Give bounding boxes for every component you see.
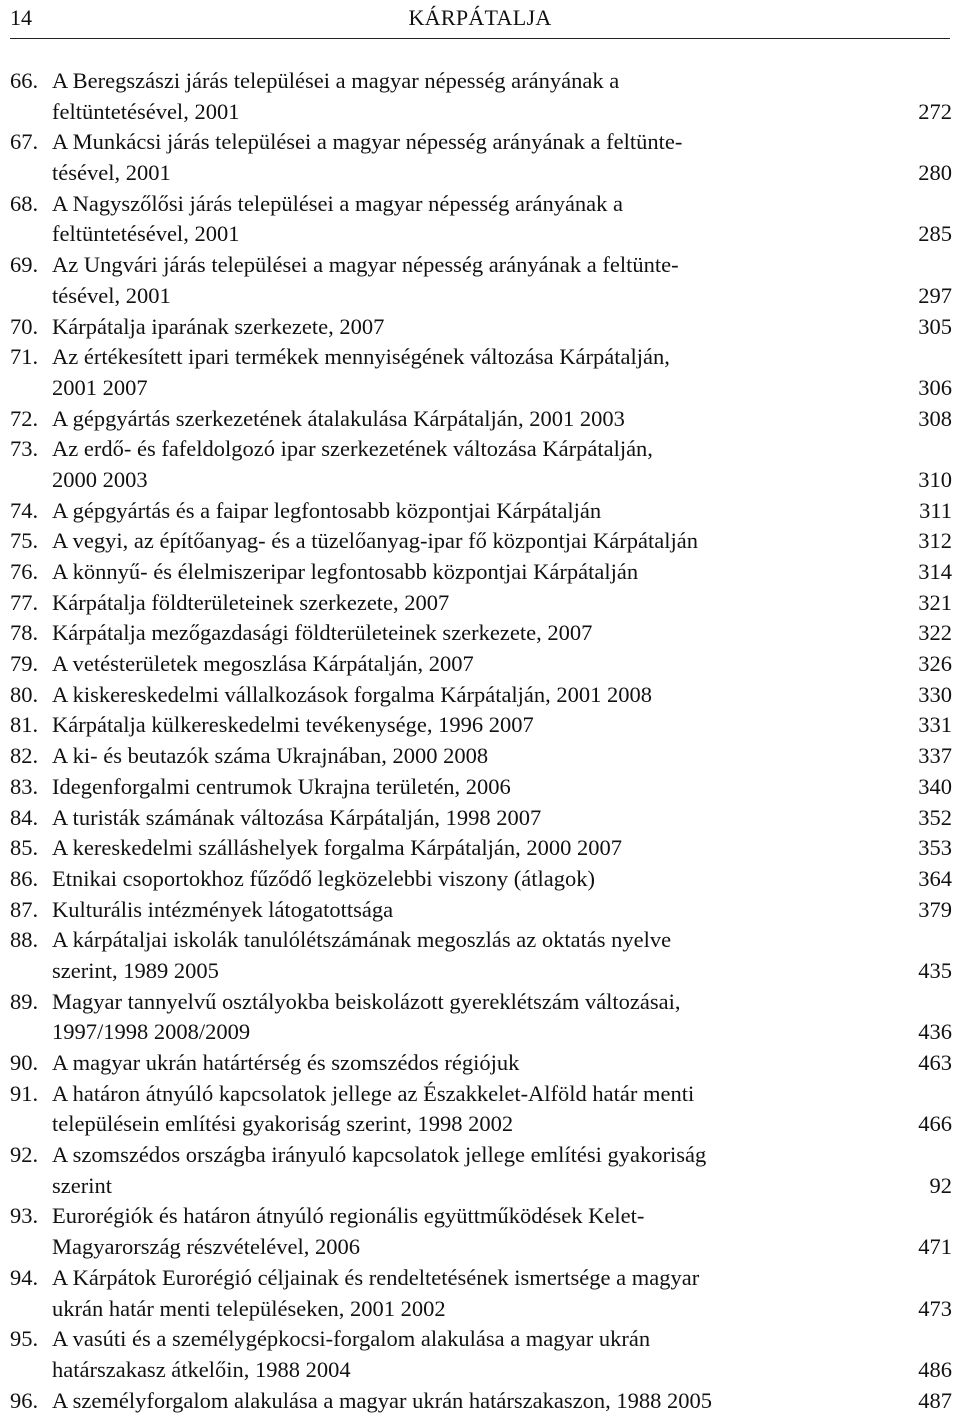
- entry-title: A vasúti és a személygépkocsi-forgalom alakulása a magyar ukrán: [52, 1326, 651, 1352]
- toc-entry-line: [10, 1201, 952, 1232]
- entry-page-number: 321: [918, 589, 952, 615]
- entry-number: 88.: [10, 927, 39, 953]
- toc-entry-line: [10, 588, 952, 619]
- entry-page-number: 353: [918, 835, 952, 861]
- entry-page-number: 352: [918, 804, 952, 830]
- toc-entry-line: [10, 526, 952, 557]
- entry-number: 74.: [10, 497, 39, 523]
- entry-number: 87.: [10, 896, 39, 922]
- toc-entry: [10, 127, 952, 188]
- toc-entry: [10, 434, 952, 495]
- toc-entry: [10, 496, 952, 527]
- toc-entry-line: [10, 404, 952, 435]
- toc-entry: [10, 526, 952, 557]
- entry-page-number: 314: [918, 559, 952, 584]
- entry-title: feltüntetésével, 2001: [52, 98, 240, 124]
- entry-number: 89.: [10, 988, 39, 1014]
- entry-number: 83.: [10, 773, 39, 799]
- toc-entry-line: [10, 1109, 952, 1140]
- toc-entry: [10, 1386, 952, 1417]
- entry-page-number: 435: [918, 957, 952, 983]
- entry-title: Az erdő- és fafeldolgozó ipar szerkezetének változása Kárpátalján,: [52, 436, 653, 462]
- toc-entry-line: [10, 434, 952, 465]
- entry-page-number: 306: [918, 374, 952, 400]
- entry-page-number: 340: [918, 773, 952, 799]
- entry-title: A határon átnyúló kapcsolatok jellege az Északkelet-Alföld határ menti: [52, 1080, 695, 1106]
- entry-title: Idegenforgalmi centrumok Ukrajna területén, 2006: [52, 773, 511, 799]
- entry-page-number: 473: [918, 1295, 952, 1321]
- entry-number: 84.: [10, 804, 39, 830]
- entry-title: A Beregszászi járás települései a magyar népesség arányának a: [52, 68, 620, 93]
- toc-entry-line: [10, 1263, 952, 1294]
- toc-entry-line: [10, 710, 952, 741]
- entry-page-number: 331: [918, 712, 952, 738]
- entry-title: A Kárpátok Eurorégió céljainak és rendeltetésének ismertsége a magyar: [52, 1264, 700, 1290]
- entry-page-number: 280: [918, 160, 952, 186]
- toc-entry-line: [10, 1386, 952, 1417]
- entry-title: A vegyi, az építőanyag- és a tüzelőanyag-ipar fő központjai Kárpátalján: [52, 528, 698, 554]
- entry-title: Az értékesített ipari termékek mennyiségének változása Kárpátalján,: [52, 344, 670, 370]
- entry-number: 92.: [10, 1142, 39, 1168]
- toc-entry-line: [10, 219, 952, 250]
- entry-number: 67.: [10, 129, 39, 155]
- entry-title: 2000 2003: [52, 466, 148, 492]
- entry-title: Kulturális intézmények látogatottsága: [52, 896, 394, 922]
- entry-page-number: 272: [918, 98, 952, 124]
- entry-number: 85.: [10, 835, 39, 861]
- toc-entry: [10, 833, 952, 864]
- toc-entry: [10, 618, 952, 649]
- entry-number: 73.: [10, 436, 39, 462]
- entry-page-number: 330: [918, 681, 952, 707]
- entry-title: tésével, 2001: [52, 282, 171, 308]
- entry-title: Eurorégiók és határon átnyúló regionális együttműködések Kelet-: [52, 1203, 645, 1229]
- toc-entry-line: [10, 342, 952, 373]
- entry-title: Etnikai csoportokhoz fűződő legközelebbi viszony (átlagok): [52, 865, 595, 891]
- toc-entry: [10, 649, 952, 680]
- entry-title: határszakasz átkelőin, 1988 2004: [52, 1356, 351, 1382]
- entry-title: A gépgyártás és a faipar legfontosabb központjai Kárpátalján: [52, 497, 602, 523]
- entry-title: Az Ungvári járás települései a magyar népesség arányának a feltünte-: [52, 252, 679, 278]
- toc-entry: [10, 864, 952, 895]
- entry-page-number: 311: [919, 497, 952, 523]
- toc-entry: [10, 1079, 952, 1140]
- toc-entry-line: [10, 956, 952, 987]
- toc-entry: [10, 1263, 952, 1324]
- entry-title: Kárpátalja földterületeinek szerkezete, 2007: [52, 589, 450, 615]
- toc-entry-line: [10, 1171, 952, 1202]
- entry-title: Kárpátalja külkereskedelmi tevékenysége, 1996 2007: [52, 712, 534, 738]
- toc-entry-line: [10, 1140, 952, 1171]
- entry-title: településein említési gyakoriság szerint, 1998 2002: [52, 1111, 514, 1137]
- entry-number: 69.: [10, 252, 39, 278]
- entry-title: A könnyű- és élelmiszeripar legfontosabb központjai Kárpátalján: [52, 559, 639, 584]
- toc-entry: [10, 741, 952, 772]
- toc-entry-line: [10, 1017, 952, 1048]
- toc-entry-line: [10, 1232, 952, 1263]
- entry-number: 90.: [10, 1050, 39, 1075]
- toc-entry-line: [10, 772, 952, 803]
- toc-entry: [10, 404, 952, 435]
- entry-title: 1997/1998 2008/2009: [52, 1019, 251, 1045]
- toc-entry-line: [10, 158, 952, 189]
- toc-entry-line: [10, 1079, 952, 1110]
- toc-entry: [10, 66, 952, 127]
- entry-number: 77.: [10, 589, 39, 615]
- entry-title: ukrán határ menti településeken, 2001 2002: [52, 1295, 446, 1321]
- toc-entry: [10, 1201, 952, 1262]
- entry-title: Kárpátalja mezőgazdasági földterületeinek szerkezete, 2007: [52, 620, 593, 646]
- toc-entry-line: [10, 649, 952, 680]
- entry-title: Kárpátalja iparának szerkezete, 2007: [52, 313, 385, 339]
- entry-number: 94.: [10, 1264, 39, 1290]
- toc-entry-line: [10, 741, 952, 772]
- entry-title: A kárpátaljai iskolák tanulólétszámának megoszlás az oktatás nyelve: [52, 927, 672, 953]
- entry-number: 75.: [10, 528, 39, 554]
- entry-page-number: 436: [918, 1019, 952, 1045]
- entry-title: A kiskereskedelmi vállalkozások forgalma Kárpátalján, 2001 2008: [52, 681, 653, 707]
- entry-page-number: 486: [918, 1356, 952, 1382]
- entry-number: 86.: [10, 865, 39, 891]
- toc-entry: [10, 772, 952, 803]
- toc-entry-line: [10, 895, 952, 926]
- entry-number: 79.: [10, 651, 39, 677]
- entry-title: A ki- és beutazók száma Ukrajnában, 2000 2008: [52, 743, 489, 769]
- entry-number: 72.: [10, 405, 39, 431]
- entry-number: 91.: [10, 1080, 39, 1106]
- toc-entry-line: [10, 97, 952, 128]
- entry-page-number: 297: [918, 282, 952, 308]
- toc-entry: [10, 250, 952, 311]
- entry-title: A Munkácsi járás települései a magyar népesség arányának a feltünte-: [52, 129, 683, 155]
- entry-title: feltüntetésével, 2001: [52, 221, 240, 247]
- toc-entry-line: [10, 1355, 952, 1386]
- toc-entry: [10, 1140, 952, 1201]
- entry-title: A turisták számának változása Kárpátalján, 1998 2007: [52, 804, 542, 830]
- toc-entry-line: [10, 925, 952, 956]
- toc-entry: [10, 1048, 952, 1079]
- toc-entry: [10, 557, 952, 588]
- entry-number: 82.: [10, 743, 39, 769]
- entry-page-number: 379: [918, 896, 952, 922]
- toc-entry-line: [10, 1048, 952, 1079]
- entry-page-number: 322: [918, 620, 952, 646]
- toc-entry-line: [10, 281, 952, 312]
- toc-entry-line: [10, 680, 952, 711]
- entry-page-number: 337: [918, 743, 952, 769]
- entry-number: 78.: [10, 620, 39, 646]
- page-number: 14: [10, 5, 32, 30]
- toc-entry: [10, 342, 952, 403]
- toc-entry-line: [10, 618, 952, 649]
- toc-entry-line: [10, 557, 952, 588]
- entry-title: Magyar tannyelvű osztályokba beiskolázott gyereklétszám változásai,: [52, 988, 681, 1014]
- entry-title: 2001 2007: [52, 374, 148, 400]
- list-of-figures: [10, 66, 952, 1416]
- entry-page-number: 487: [918, 1387, 952, 1413]
- toc-entry: [10, 680, 952, 711]
- entry-page-number: 471: [918, 1234, 952, 1260]
- toc-entry: [10, 189, 952, 250]
- entry-page-number: 310: [918, 466, 952, 492]
- entry-title: tésével, 2001: [52, 160, 171, 186]
- toc-entry-line: [10, 250, 952, 281]
- entry-title: szerint: [52, 1172, 112, 1198]
- toc-entry: [10, 925, 952, 986]
- entry-page-number: 463: [918, 1050, 952, 1075]
- entry-title: A vetésterületek megoszlása Kárpátalján, 2007: [52, 651, 474, 677]
- page-header: [10, 0, 950, 39]
- entry-number: 93.: [10, 1203, 39, 1229]
- toc-entry: [10, 312, 952, 343]
- entry-page-number: 466: [918, 1111, 952, 1137]
- entry-page-number: 285: [918, 221, 952, 247]
- entry-number: 81.: [10, 712, 39, 738]
- toc-entry-line: [10, 465, 952, 496]
- entry-number: 76.: [10, 559, 39, 584]
- toc-entry-line: [10, 189, 952, 220]
- running-title: KÁRPÁTALJA: [408, 5, 552, 30]
- entry-number: 71.: [10, 344, 39, 370]
- toc-entry-line: [10, 833, 952, 864]
- entry-number: 70.: [10, 313, 39, 339]
- entry-page-number: 308: [918, 405, 952, 431]
- entry-page-number: 305: [918, 313, 952, 339]
- toc-entry-line: [10, 1324, 952, 1355]
- entry-page-number: 326: [918, 651, 952, 677]
- toc-entry: [10, 588, 952, 619]
- toc-entry-line: [10, 864, 952, 895]
- entry-title: A magyar ukrán határtérség és szomszédos régiójuk: [52, 1050, 520, 1075]
- entry-number: 68.: [10, 190, 39, 216]
- entry-title: A gépgyártás szerkezetének átalakulása Kárpátalján, 2001 2003: [52, 405, 625, 431]
- toc-entry: [10, 987, 952, 1048]
- entry-page-number: 312: [918, 528, 952, 554]
- toc-entry-line: [10, 496, 952, 527]
- entry-number: 80.: [10, 681, 39, 707]
- entry-page-number: 364: [918, 865, 952, 891]
- entry-number: 66.: [10, 68, 39, 93]
- entry-title: A személyforgalom alakulása a magyar ukrán határszakaszon, 1988 2005: [52, 1387, 712, 1413]
- toc-entry-line: [10, 1294, 952, 1325]
- toc-entry: [10, 1324, 952, 1385]
- entry-title: A Nagyszőlősi járás települései a magyar népesség arányának a: [52, 190, 624, 216]
- toc-entry: [10, 803, 952, 834]
- toc-entry-line: [10, 66, 952, 97]
- toc-entry-line: [10, 312, 952, 343]
- entry-page-number: 92: [929, 1172, 952, 1198]
- toc-entry: [10, 710, 952, 741]
- entry-number: 95.: [10, 1326, 39, 1352]
- toc-entry-line: [10, 373, 952, 404]
- entry-title: szerint, 1989 2005: [52, 957, 219, 983]
- toc-entry-line: [10, 127, 952, 158]
- entry-title: A szomszédos országba irányuló kapcsolatok jellege említési gyakoriság: [52, 1142, 707, 1168]
- entry-title: Magyarország részvételével, 2006: [52, 1234, 360, 1260]
- toc-entry: [10, 895, 952, 926]
- toc-entry-line: [10, 803, 952, 834]
- toc-entry-line: [10, 987, 952, 1018]
- entry-number: 96.: [10, 1387, 39, 1413]
- entry-title: A kereskedelmi szálláshelyek forgalma Kárpátalján, 2000 2007: [52, 835, 623, 861]
